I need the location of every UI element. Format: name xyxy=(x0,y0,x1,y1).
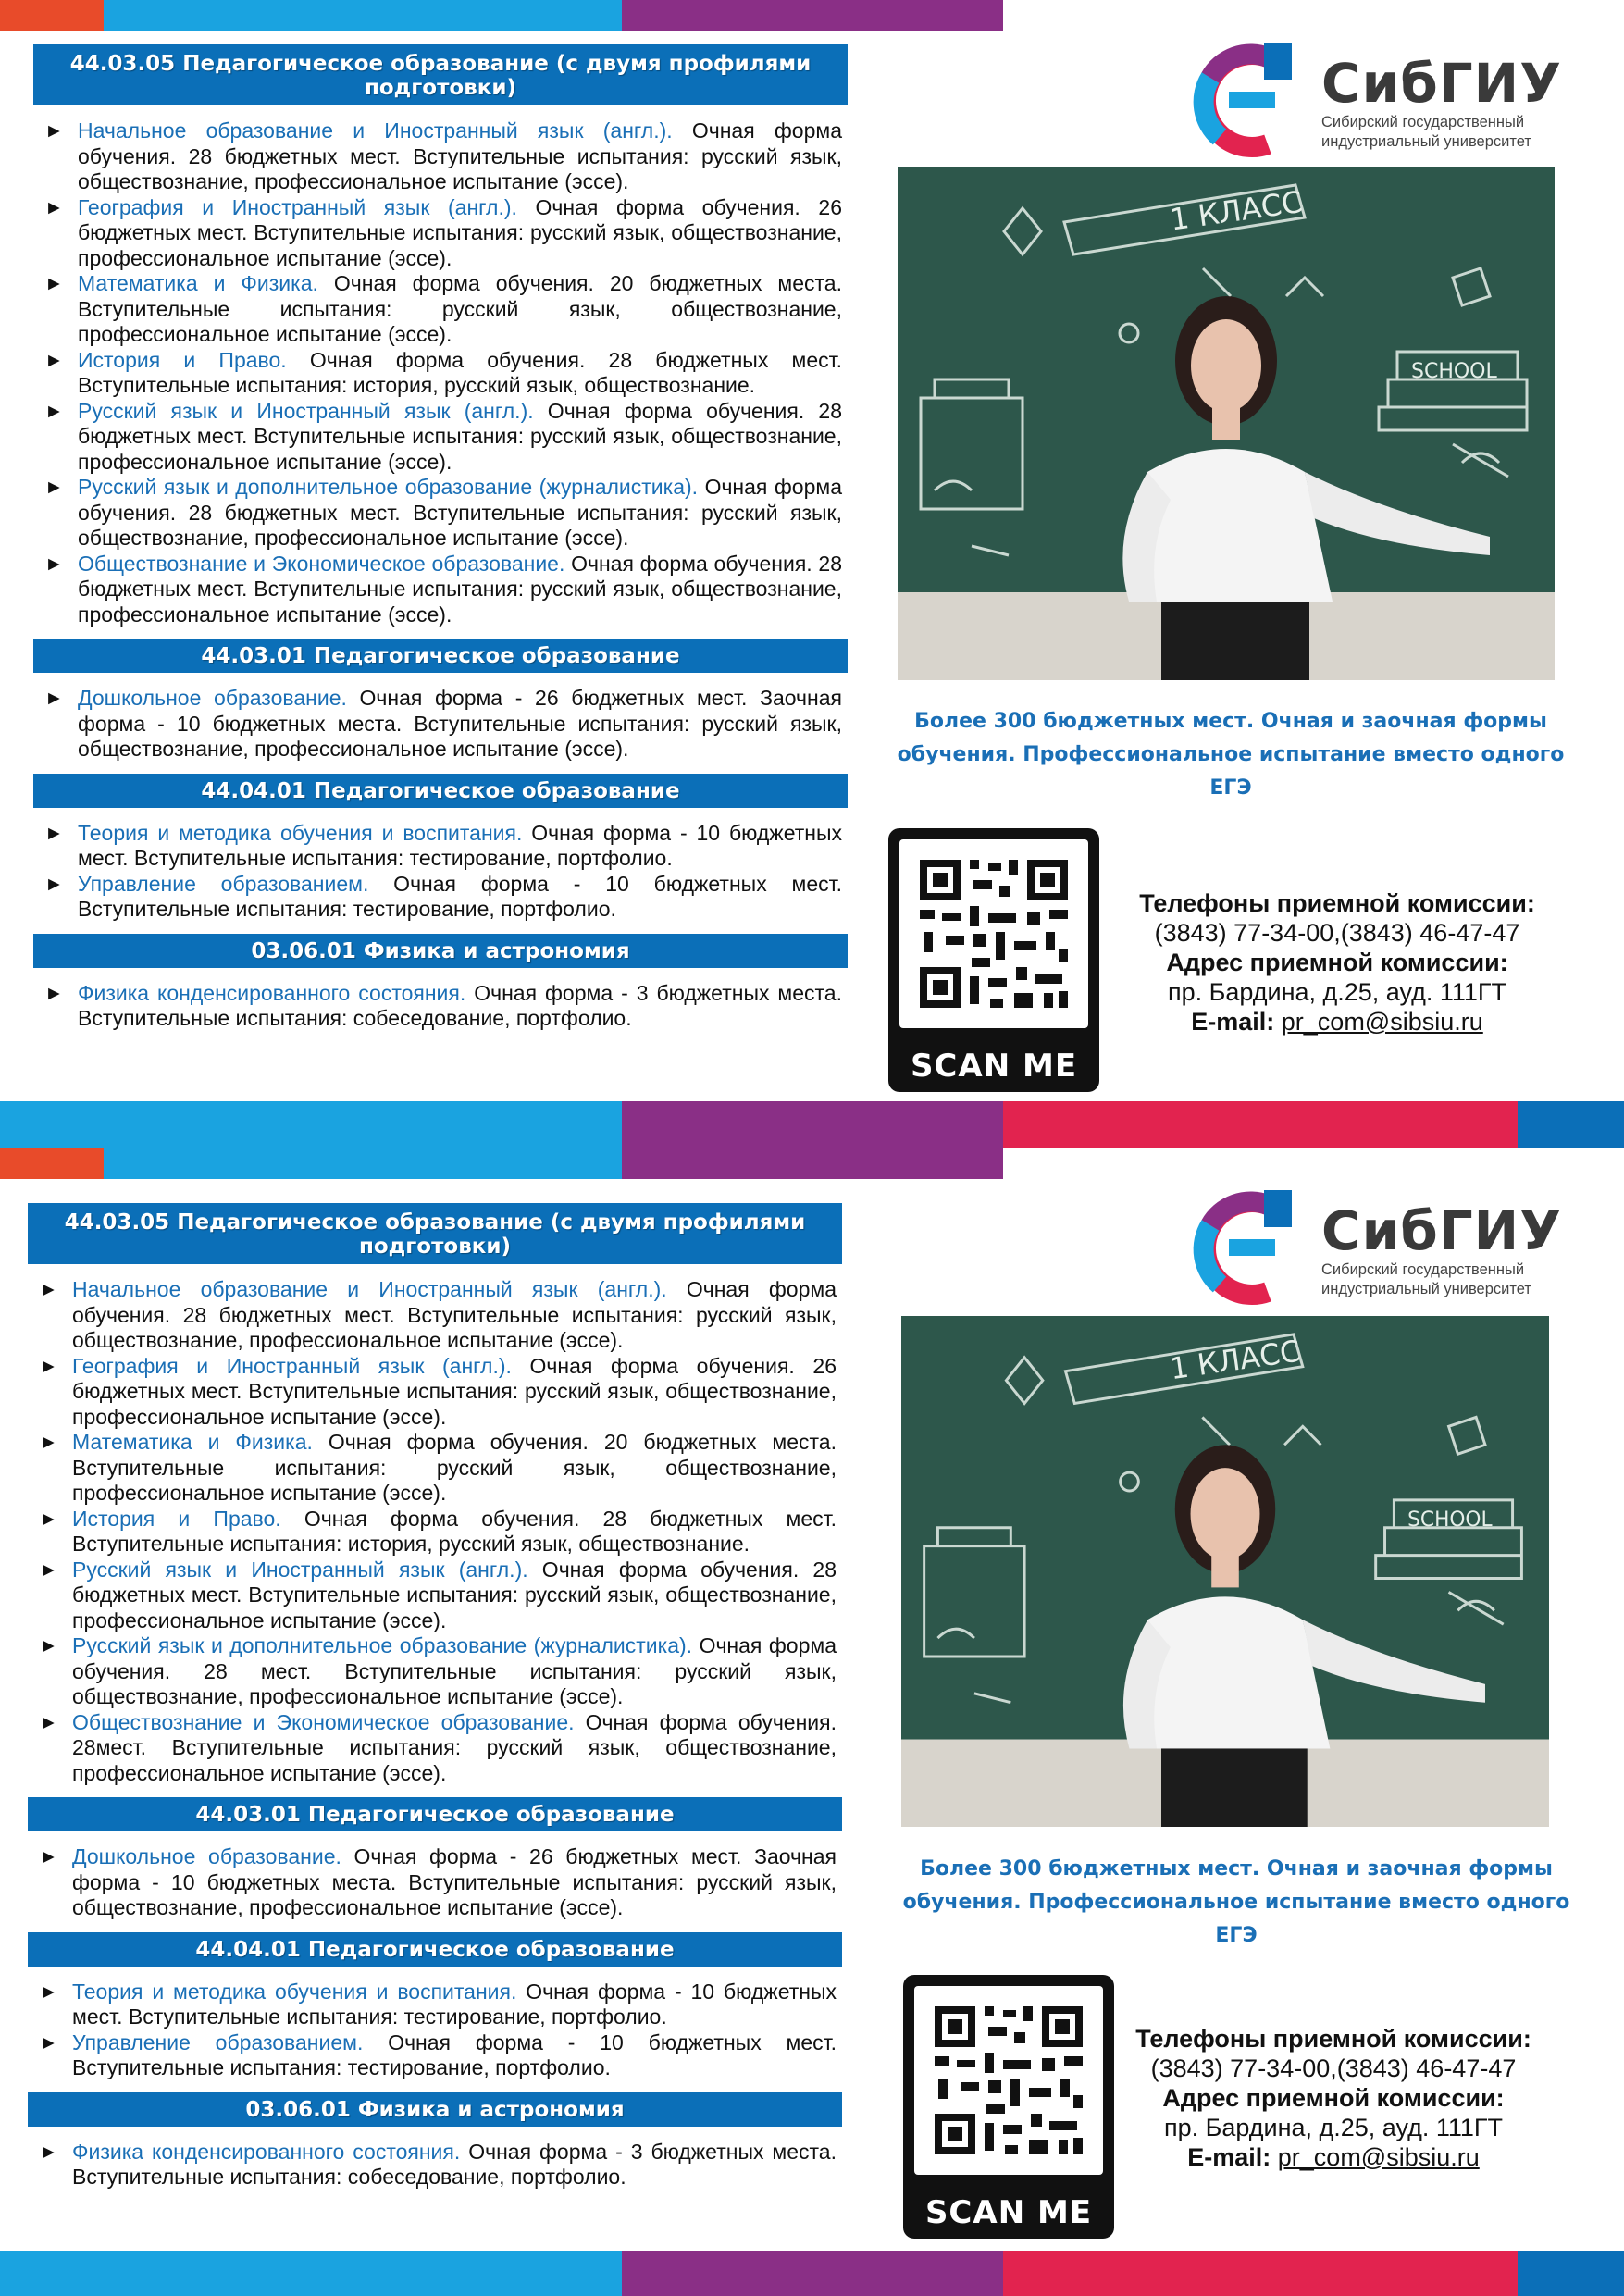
program-name: История и Право. xyxy=(78,347,287,372)
bullet-arrow-icon: ► xyxy=(44,349,64,371)
program-name: Управление образованием. xyxy=(72,2029,364,2054)
section-header: 44.04.01 Педагогическое образование xyxy=(33,774,848,808)
program-details: Очная форма - 3 бюджетных места. Вступительные испытания: собеседование, портфолио. xyxy=(72,2139,837,2189)
email-link[interactable]: pr_com@sibsiu.ru xyxy=(1277,2143,1480,2171)
list-item xyxy=(35,2030,837,2081)
books-text: SCHOOL xyxy=(1411,360,1497,383)
address-label: Адрес приемной комиссии: xyxy=(1166,949,1508,976)
sibgiu-logo-icon xyxy=(1183,1188,1303,1309)
banner-text: 1 КЛАСС xyxy=(1168,1334,1303,1387)
program-name: Русский язык и дополнительное образование (журналистика). xyxy=(78,475,699,499)
list-item xyxy=(41,399,842,476)
program-details: Очная форма обучения. 26 бюджетных мест. Вступительные испытания: русский язык, обществознание, профессиональное испытание (эссе). xyxy=(78,194,842,270)
bullet-arrow-icon: ► xyxy=(44,120,64,142)
program-details: Очная форма обучения. 28 бюджетных мест. Вступительные испытания: русский язык, обществознание, профессиональное испытание (эссе). xyxy=(78,398,843,474)
section-header: 44.03.01 Педагогическое образование xyxy=(33,639,848,673)
phones-label: Телефоны приемной комиссии: xyxy=(1135,2025,1531,2053)
qr-pattern xyxy=(899,839,1088,1028)
info-column xyxy=(888,37,1573,1101)
program-details: Очная форма обучения. 28 бюджетных мест. Вступительные испытания: история, русский язык, обществознание. xyxy=(72,1506,837,1556)
logo-text xyxy=(1321,1201,1562,1299)
qr-code-icon xyxy=(899,839,1088,1028)
university-name: СибГИУ xyxy=(1321,1199,1562,1262)
program-name: География и Иностранный язык (англ.). xyxy=(72,1353,512,1378)
program-details: Очная форма обучения. 28 бюджетных мест. Вступительные испытания: русский язык, обществознание, профессиональное испытание (эссе). xyxy=(72,1557,837,1632)
university-subtitle-line1: Сибирский государственный xyxy=(1321,1261,1525,1278)
list-item xyxy=(41,475,842,552)
program-name: Теория и методика обучения и воспитания. xyxy=(72,1979,517,2004)
program-details: Очная форма - 26 бюджетных мест. Заочная форма - 10 бюджетных места. Вступительные испытания: русский язык, обществознание, профессиональное испытание (эссе). xyxy=(78,686,842,761)
program-list xyxy=(28,1264,842,1797)
bullet-arrow-icon: ► xyxy=(39,1355,58,1377)
list-item xyxy=(35,1844,837,1921)
sibgiu-logo-icon xyxy=(1183,41,1303,161)
university-subtitle-line1: Сибирский государственный xyxy=(1321,114,1525,130)
promo-line3: ЕГЭ xyxy=(1215,1924,1258,1947)
program-list xyxy=(33,968,848,1043)
chalkboard-illustration xyxy=(898,167,1555,680)
program-name: Математика и Физика. xyxy=(72,1430,313,1454)
bullet-arrow-icon: ► xyxy=(44,400,64,422)
qr-code[interactable] xyxy=(903,1975,1114,2239)
email-row xyxy=(1116,2142,1551,2172)
program-name: История и Право. xyxy=(72,1506,281,1531)
section-header: 44.03.05 Педагогическое образование (с двумя профилями подготовки) xyxy=(33,44,848,105)
list-item xyxy=(41,118,842,195)
program-details: Очная форма - 3 бюджетных места. Вступительные испытания: собеседование, портфолио. xyxy=(78,980,842,1030)
qr-label: SCAN ME xyxy=(910,1048,1078,1085)
bullet-arrow-icon: ► xyxy=(39,1846,58,1868)
program-name: Математика и Физика. xyxy=(78,271,318,295)
phones-value: (3843) 77-34-00,(3843) 46-47-47 xyxy=(1154,919,1520,947)
contacts-block xyxy=(1120,888,1555,1036)
bullet-arrow-icon: ► xyxy=(44,196,64,218)
section-header: 44.03.01 Педагогическое образование xyxy=(28,1797,842,1831)
program-details: Очная форма обучения. 28 бюджетных мест. Вступительные испытания: русский язык, обществознание, профессиональное испытание (эссе). xyxy=(72,1277,837,1352)
list-item xyxy=(41,872,842,923)
promo-line2: обучения. Профессиональное испытание вместо одного xyxy=(902,1891,1570,1914)
program-name: Физика конденсированного состояния. xyxy=(72,2139,461,2164)
program-details: Очная форма - 10 бюджетных мест. Вступительные испытания: тестирование, портфолио. xyxy=(72,1979,837,2029)
program-name: Дошкольное образование. xyxy=(72,1844,341,1868)
qr-label: SCAN ME xyxy=(924,2194,1093,2231)
address-value: пр. Бардина, д.25, ауд. 111ГТ xyxy=(1167,978,1507,1006)
list-item xyxy=(41,271,842,348)
bullet-arrow-icon: ► xyxy=(39,1635,58,1657)
list-item xyxy=(35,1430,837,1507)
program-list xyxy=(28,1831,842,1932)
bullet-arrow-icon: ► xyxy=(44,477,64,498)
section-header: 03.06.01 Физика и астрономия xyxy=(28,2092,842,2127)
list-item xyxy=(35,1354,837,1431)
address-label: Адрес приемной комиссии: xyxy=(1162,2084,1505,2112)
program-details: Очная форма обучения. 20 бюджетных места. Вступительные испытания: русский язык, обществознание, профессиональное испытание (эссе). xyxy=(72,1430,837,1505)
university-logo xyxy=(1183,41,1571,161)
address-value: пр. Бардина, д.25, ауд. 111ГТ xyxy=(1163,2114,1504,2141)
bullet-arrow-icon: ► xyxy=(39,1558,58,1581)
program-details: Очная форма обучения. 28мест. Вступительные испытания: русский язык, обществознание, профессиональное испытание (эссе). xyxy=(72,1709,837,1785)
phones-label: Телефоны приемной комиссии: xyxy=(1139,889,1535,917)
program-name: Теория и методика обучения и воспитания. xyxy=(78,820,523,845)
books-text: SCHOOL xyxy=(1407,1508,1493,1532)
list-item xyxy=(41,552,842,628)
teacher-photo xyxy=(901,1316,1549,1827)
bullet-arrow-icon: ► xyxy=(44,273,64,294)
list-item xyxy=(41,195,842,272)
list-item xyxy=(41,821,842,872)
program-name: Обществознание и Экономическое образование. xyxy=(72,1709,575,1734)
list-item xyxy=(35,1558,837,1634)
program-details: Очная форма обучения. 28 бюджетных мест. Вступительные испытания: русский язык, обществознание, профессиональное испытание (эссе). xyxy=(78,551,842,627)
university-subtitle-line2: индустриальный университет xyxy=(1321,1281,1531,1297)
bullet-arrow-icon: ► xyxy=(44,822,64,844)
program-details: Очная форма обучения. 28 бюджетных мест. Вступительные испытания: русский язык, обществознание, профессиональное испытание (эссе). xyxy=(78,475,842,550)
banner-text: 1 КЛАСС xyxy=(1167,183,1305,238)
promo-line1: Более 300 бюджетных мест. Очная и заочная формы xyxy=(914,710,1547,733)
program-details: Очная форма - 10 бюджетных мест. Вступительные испытания: тестирование, портфолио. xyxy=(78,871,842,921)
list-item xyxy=(35,1507,837,1558)
qr-code-icon xyxy=(914,1986,1103,2175)
list-item xyxy=(41,686,842,763)
logo-text xyxy=(1321,54,1562,152)
program-details: Очная форма обучения. 28 бюджетных мест. Вступительные испытания: русский язык, обществознание, профессиональное испытание (эссе). xyxy=(78,118,842,193)
program-details: Очная форма - 10 бюджетных мест. Вступительные испытания: тестирование, портфолио. xyxy=(72,2029,837,2079)
program-name: Дошкольное образование. xyxy=(78,686,347,710)
section-header: 44.04.01 Педагогическое образование xyxy=(28,1932,842,1967)
program-details: Очная форма - 10 бюджетных мест. Вступительные испытания: тестирование, портфолио. xyxy=(78,820,842,870)
programs-column xyxy=(28,1203,842,2202)
program-name: Начальное образование и Иностранный язык (англ.). xyxy=(78,118,673,143)
list-item xyxy=(35,1633,837,1710)
bullet-arrow-icon: ► xyxy=(39,2141,58,2163)
program-details: Очная форма - 26 бюджетных мест. Заочная форма - 10 бюджетных места. Вступительные испытания: русский язык, обществознание, профессиональное испытание (эссе). xyxy=(72,1844,837,1919)
program-details: Очная форма обучения. 28 бюджетных мест. Вступительные испытания: история, русский язык, обществознание. xyxy=(78,347,842,397)
chalkboard-illustration xyxy=(901,1316,1549,1827)
university-name: СибГИУ xyxy=(1321,52,1562,115)
program-details: Очная форма обучения. 28 мест. Вступительные испытания: русский язык, обществознание, профессиональное испытание (эссе). xyxy=(72,1633,837,1708)
bullet-arrow-icon: ► xyxy=(44,552,64,575)
section-header: 03.06.01 Физика и астрономия xyxy=(33,934,848,968)
program-name: Русский язык и Иностранный язык (англ.). xyxy=(78,398,534,423)
bullet-arrow-icon: ► xyxy=(39,1508,58,1530)
university-logo xyxy=(1183,1188,1571,1309)
bullet-arrow-icon: ► xyxy=(39,1711,58,1733)
email-label: E-mail: xyxy=(1191,1008,1275,1036)
bullet-arrow-icon: ► xyxy=(44,688,64,709)
bullet-arrow-icon: ► xyxy=(44,982,64,1004)
program-list xyxy=(33,105,848,639)
program-details: Очная форма обучения. 26 бюджетных мест. Вступительные испытания: русский язык, обществознание, профессиональное испытание (эссе). xyxy=(72,1353,837,1429)
promo-line2: обучения. Профессиональное испытание вместо одного xyxy=(897,743,1565,766)
list-item xyxy=(35,1980,837,2030)
email-link[interactable]: pr_com@sibsiu.ru xyxy=(1281,1008,1483,1036)
promo-text xyxy=(888,705,1573,805)
program-list xyxy=(33,673,848,774)
program-list xyxy=(33,808,848,934)
qr-pattern xyxy=(914,1986,1103,2175)
contacts-block xyxy=(1116,2024,1551,2172)
university-subtitle-line2: индустриальный университет xyxy=(1321,133,1531,150)
program-name: Начальное образование и Иностранный язык (англ.). xyxy=(72,1277,667,1301)
email-label: E-mail: xyxy=(1187,2143,1271,2171)
program-list xyxy=(28,1967,842,2092)
phones-value: (3843) 77-34-00,(3843) 46-47-47 xyxy=(1150,2054,1517,2082)
bullet-arrow-icon: ► xyxy=(44,873,64,895)
info-column xyxy=(894,1186,1579,2251)
list-item xyxy=(41,981,842,1032)
program-name: Управление образованием. xyxy=(78,871,369,896)
program-name: География и Иностранный язык (англ.). xyxy=(78,194,517,219)
promo-text xyxy=(894,1853,1579,1953)
promo-line3: ЕГЭ xyxy=(1209,776,1252,800)
promo-line1: Более 300 бюджетных мест. Очная и заочная формы xyxy=(920,1857,1553,1880)
flyer-bottom xyxy=(0,1148,1624,2295)
program-list xyxy=(28,2127,842,2202)
program-name: Русский язык и дополнительное образование (журналистика). xyxy=(72,1633,693,1657)
email-row xyxy=(1120,1007,1555,1036)
bullet-arrow-icon: ► xyxy=(39,2031,58,2054)
program-details: Очная форма обучения. 20 бюджетных места. Вступительные испытания: русский язык, обществознание, профессиональное испытание (эссе). xyxy=(78,271,842,346)
list-item xyxy=(41,348,842,399)
program-name: Обществознание и Экономическое образование. xyxy=(78,551,565,576)
program-name: Физика конденсированного состояния. xyxy=(78,980,466,1005)
list-item xyxy=(35,1277,837,1354)
bullet-arrow-icon: ► xyxy=(39,1432,58,1453)
list-item xyxy=(35,2140,837,2191)
bullet-arrow-icon: ► xyxy=(39,1980,58,2003)
program-name: Русский язык и Иностранный язык (англ.). xyxy=(72,1557,528,1582)
teacher-photo xyxy=(898,167,1555,680)
qr-code[interactable] xyxy=(888,828,1099,1092)
bullet-arrow-icon: ► xyxy=(39,1279,58,1300)
section-header: 44.03.05 Педагогическое образование (с двумя профилями подготовки) xyxy=(28,1203,842,1264)
programs-column xyxy=(33,44,848,1043)
list-item xyxy=(35,1710,837,1787)
